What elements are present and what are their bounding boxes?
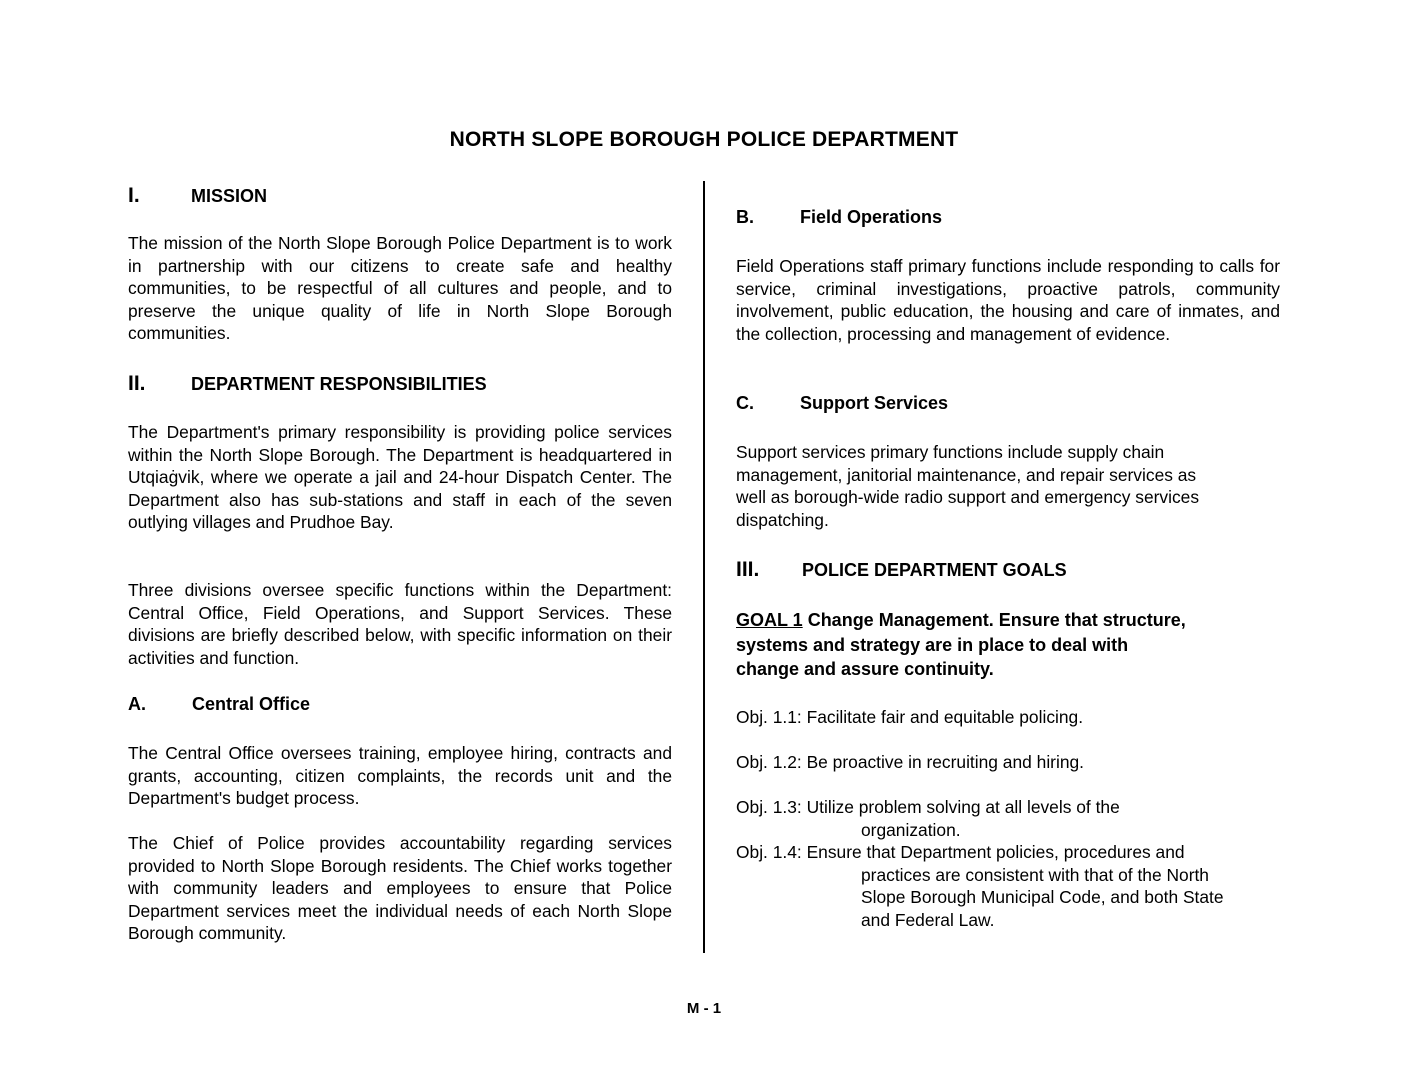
central-office-paragraph-2: The Chief of Police provides accountability regarding services provided to North Slope Borough residents. The Chief works together with community leaders and employees to ensure that Police Department services meet the individual needs of each North Slope Borough community. bbox=[128, 833, 672, 943]
section-number: I. bbox=[128, 184, 140, 207]
support-services-paragraph bbox=[736, 441, 1296, 531]
objective-text: Ensure that Department policies, procedures and bbox=[806, 842, 1185, 862]
objective-continuation: Slope Borough Municipal Code, and both State bbox=[861, 887, 1224, 907]
section-number: II. bbox=[128, 372, 146, 395]
objective-1-2 bbox=[736, 751, 1084, 774]
objective-text: Utilize problem solving at all levels of the bbox=[806, 797, 1120, 817]
subsection-title: Central Office bbox=[192, 694, 311, 714]
objective-label: Obj. 1.4: bbox=[736, 842, 802, 862]
field-operations-paragraph: Field Operations staff primary functions include responding to calls for service, criminal investigations, proactive patrols, community involvement, public education, the housing and care of inmates, and the collection, processing and management of evidence. bbox=[736, 256, 1280, 344]
objective-1-3 bbox=[736, 796, 1120, 841]
goal-text-line: Change Management. Ensure that structure, bbox=[802, 610, 1186, 630]
responsibilities-paragraph-2: Three divisions oversee specific functions within the Department: Central Office, Field Operations, and Support Services. These divisions are briefly described below, with specific information on their activities and function. bbox=[128, 580, 672, 668]
objective-label: Obj. 1.2: bbox=[736, 752, 802, 772]
goal-text-line: change and assure continuity. bbox=[736, 659, 994, 679]
objective-text: Facilitate fair and equitable policing. bbox=[806, 707, 1084, 727]
goal-text-line: systems and strategy are in place to deal with bbox=[736, 634, 1129, 655]
subsection-letter: B. bbox=[736, 207, 754, 227]
text-line: dispatching. bbox=[736, 509, 829, 530]
objective-1-1 bbox=[736, 706, 1083, 729]
central-office-paragraph-1: The Central Office oversees training, employee hiring, contracts and grants, accounting, citizen complaints, the records unit and the Department's budget process. bbox=[128, 743, 672, 808]
page-number: M - 1 bbox=[686, 1000, 722, 1017]
subsection-field-operations-heading bbox=[736, 207, 942, 228]
subsection-title: Field Operations bbox=[800, 207, 943, 227]
objective-text: Be proactive in recruiting and hiring. bbox=[806, 752, 1085, 772]
responsibilities-paragraph-1: The Department's primary responsibility is providing police services within the North Slope Borough. The Department is headquartered in Utqiaġvik, where we operate a jail and 24-hour Dispatch Center. The Department also has sub-stations and staff in each of the seven outlying villages and Prudhoe Bay. bbox=[128, 422, 672, 532]
text-line: Support services primary functions include supply chain bbox=[736, 442, 1165, 462]
objective-1-4 bbox=[736, 841, 1224, 931]
text-line: management, janitorial maintenance, and repair services as bbox=[736, 464, 1197, 485]
page-title: NORTH SLOPE BOROUGH POLICE DEPARTMENT bbox=[449, 128, 959, 151]
subsection-title: Support Services bbox=[800, 393, 949, 413]
objective-continuation: and Federal Law. bbox=[861, 909, 995, 930]
section-mission-heading bbox=[128, 184, 267, 208]
section-responsibilities-heading bbox=[128, 372, 487, 396]
subsection-letter: C. bbox=[736, 393, 754, 413]
subsection-support-services-heading bbox=[736, 393, 948, 414]
objective-continuation: practices are consistent with that of the North bbox=[861, 864, 1209, 885]
objective-label: Obj. 1.3: bbox=[736, 797, 802, 817]
column-divider bbox=[703, 181, 705, 953]
text-line: well as borough-wide radio support and emergency services bbox=[736, 487, 1200, 507]
subsection-central-office-heading bbox=[128, 694, 310, 715]
objective-continuation: organization. bbox=[861, 819, 961, 840]
section-title: MISSION bbox=[191, 186, 268, 206]
section-goals-heading bbox=[736, 558, 1067, 582]
goal-id: GOAL 1 bbox=[736, 610, 803, 630]
section-title: DEPARTMENT RESPONSIBILITIES bbox=[191, 374, 487, 394]
section-number: III. bbox=[736, 558, 760, 581]
section-title: POLICE DEPARTMENT GOALS bbox=[802, 560, 1067, 580]
goal-1 bbox=[736, 608, 1296, 682]
subsection-letter: A. bbox=[128, 694, 146, 714]
objective-label: Obj. 1.1: bbox=[736, 707, 802, 727]
mission-paragraph: The mission of the North Slope Borough Police Department is to work in partnership with our citizens to create safe and healthy communities, to be respectful of all cultures and people, and to preserve the unique quality of life in North Slope Borough communities. bbox=[128, 233, 672, 343]
